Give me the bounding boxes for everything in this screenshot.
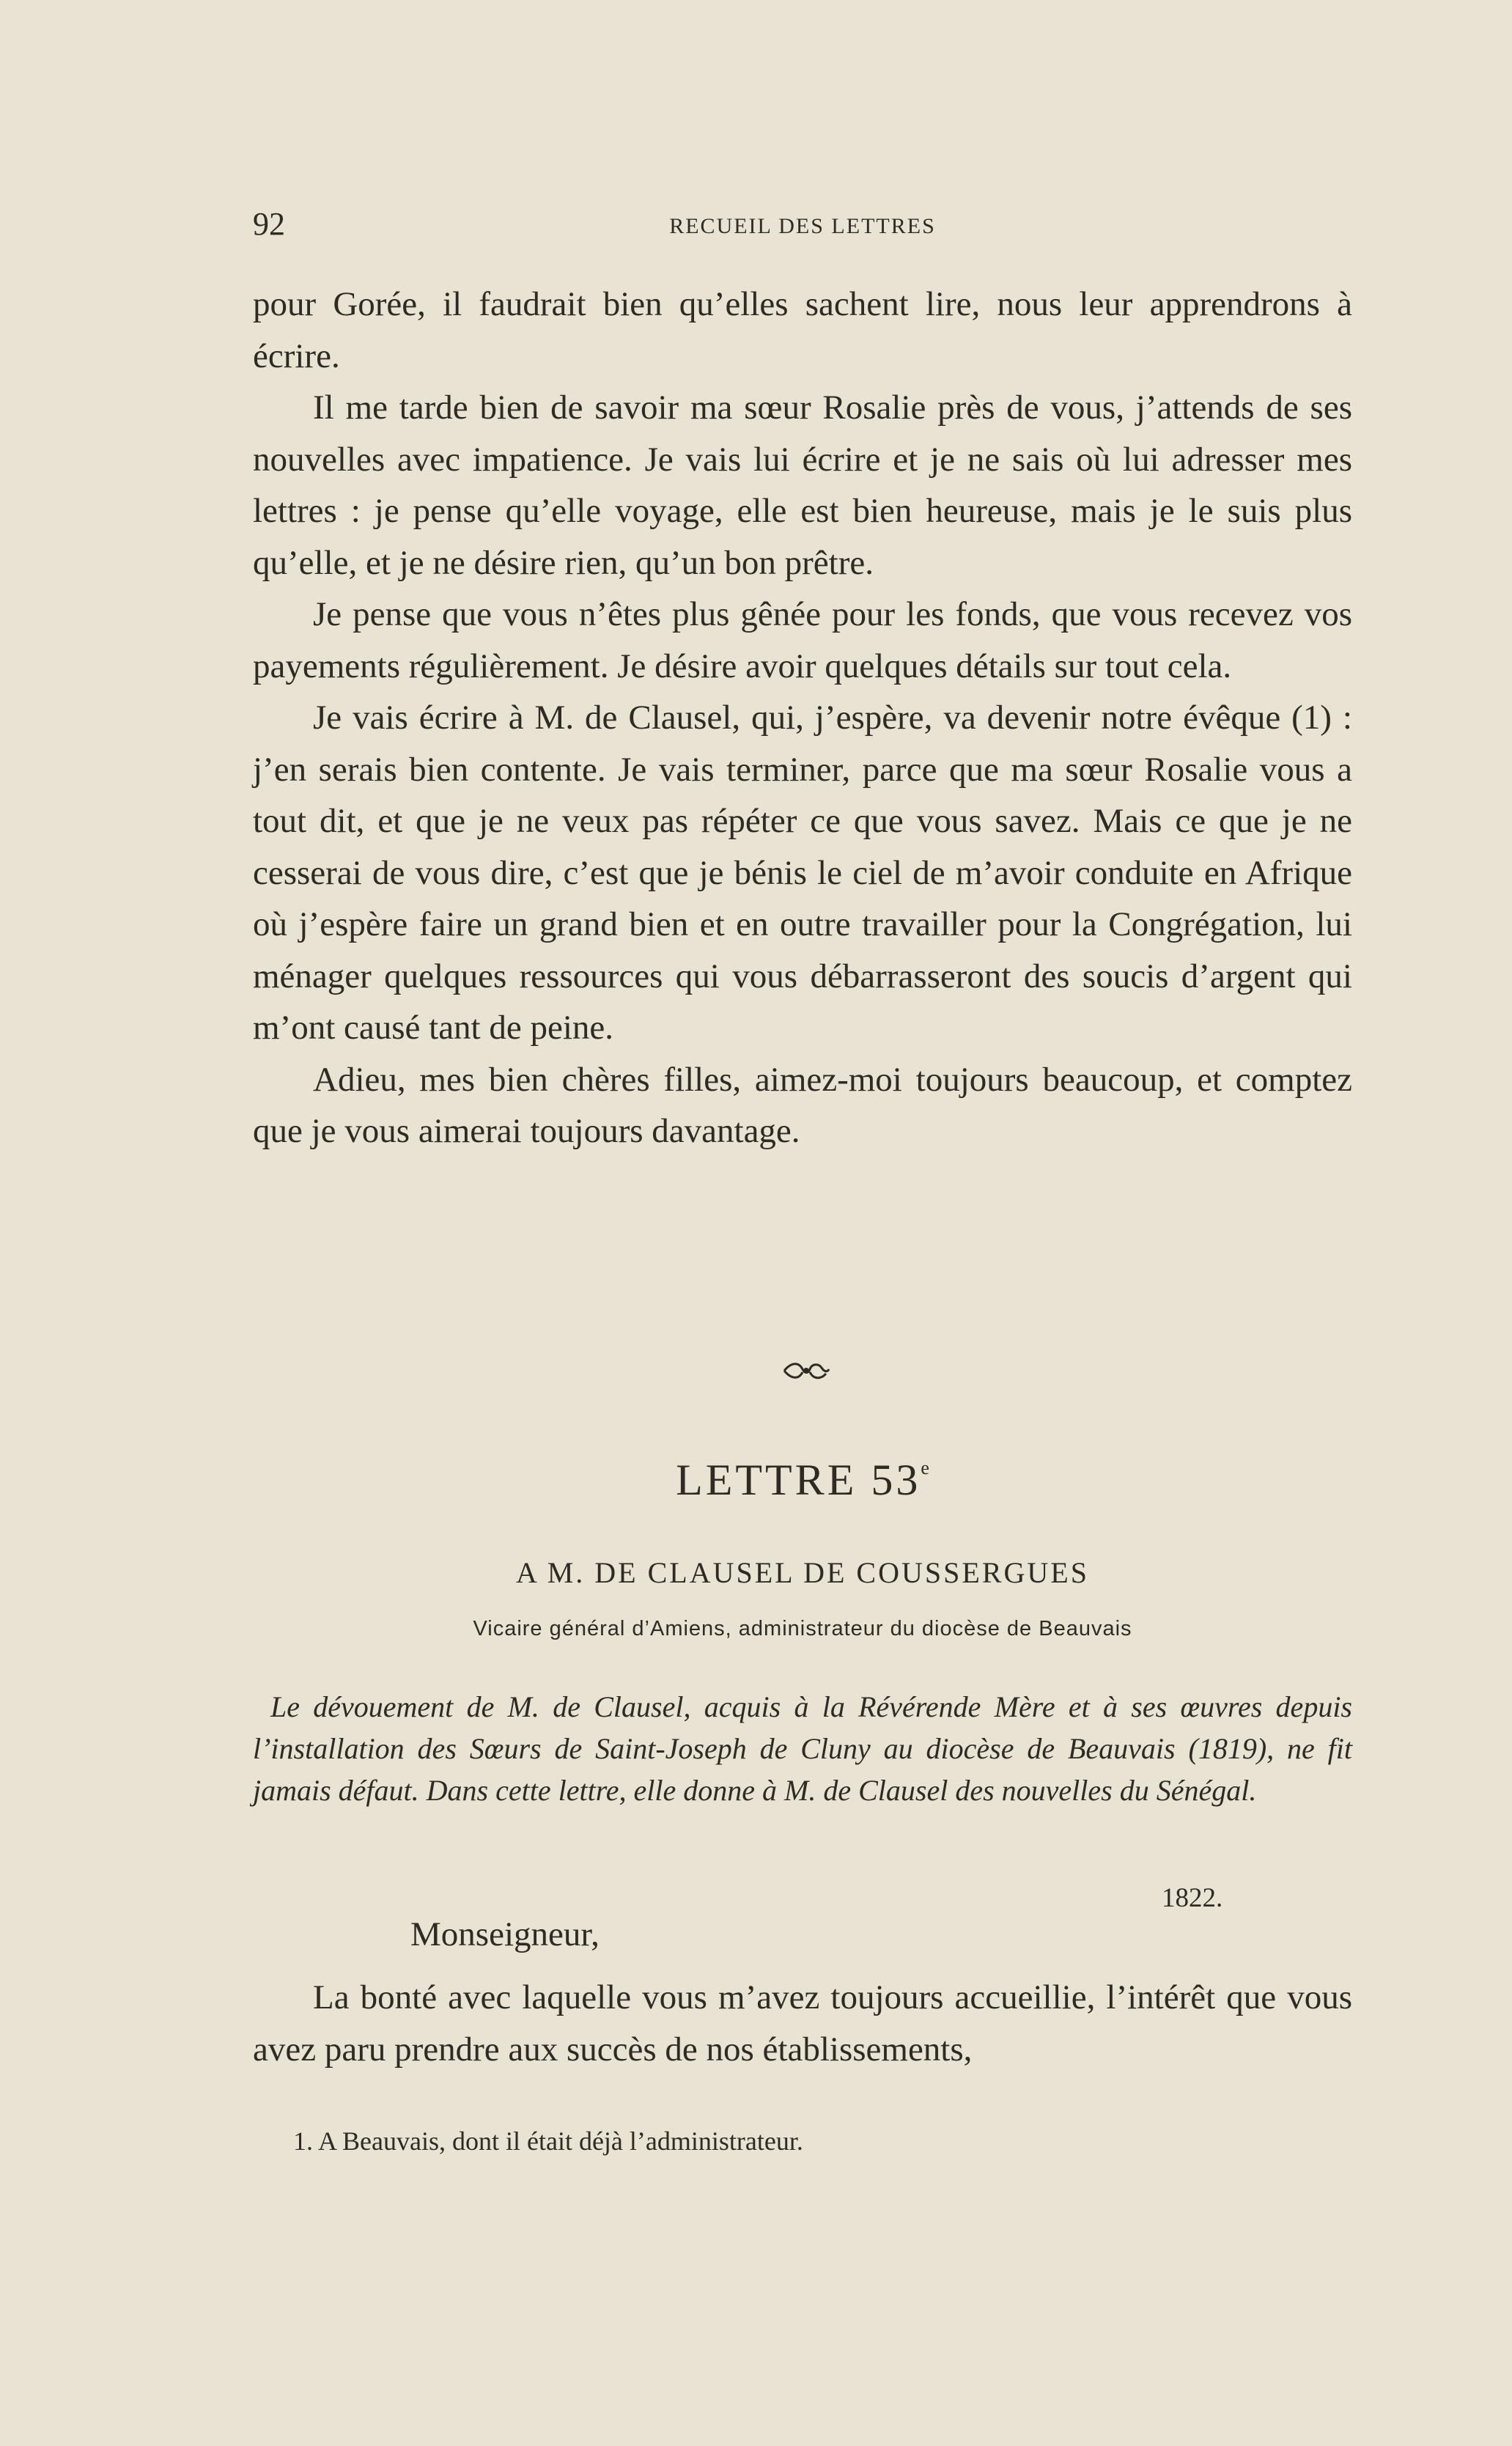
letter-opening: La bonté avec laquelle vous m’avez toujours accueillie, l’intérêt que vous avez paru prendre aux succès de nos établissements, <box>253 1978 1352 2069</box>
footnote: 1. A Beauvais, dont il était déjà l’administrateur. <box>293 2126 803 2156</box>
running-title: RECUEIL DES LETTRES <box>669 214 936 238</box>
paragraph: Je pense que vous n’êtes plus gênée pour les fonds, que vous recevez vos payements régulièrement. Je désire avoir quelques détails sur tout cela. <box>253 595 1352 685</box>
letter-summary: Le dévouement de M. de Clausel, acquis à la Révérende Mère et à ses œuvres depuis l’installation des Sœurs de Saint-Joseph de Cluny au diocèse de Beauvais (1819), ne fit jamais défaut. Dans cette lettre, elle donne à M. de Clausel des nouvelles du Sénégal. <box>253 1690 1352 1807</box>
letter-title <box>253 1455 1352 1506</box>
letter-title-text: LETTRE 53 <box>676 1456 921 1504</box>
letter-date: 1822. <box>1162 1883 1223 1913</box>
paragraph: Adieu, mes bien chères filles, aimez-moi toujours beaucoup, et comptez que je vous aimerai toujours davantage. <box>253 1060 1352 1150</box>
page-number: 92 <box>253 206 285 242</box>
paragraph: Je vais écrire à M. de Clausel, qui, j’espère, va devenir notre évêque (1) : j’en serais bien contente. Je vais terminer, parce que ma sœur Rosalie vous a tout dit, et que je ne veux pas répéter ce que vous savez. Mais ce que je ne cesserai de vous dire, c’est que je bénis le ciel de m’avoir conduite en Afrique où j’espère faire un grand bien et en outre travailler pour la Congrégation, lui ménager quelques ressources qui vous débarrasseront des soucis d’argent qui m’ont causé tant de peine. <box>253 699 1352 1047</box>
body-text <box>253 279 1352 1157</box>
running-head <box>253 205 1352 249</box>
letter-title-superscript: e <box>921 1457 929 1478</box>
letter-salutation: Monseigneur, <box>410 1915 600 1953</box>
letter-recipient: A M. DE CLAUSEL DE COUSSERGUES <box>516 1556 1089 1589</box>
fleuron-ornament-icon <box>781 1356 832 1385</box>
paragraph: Il me tarde bien de savoir ma sœur Rosalie près de vous, j’attends de ses nouvelles avec impatience. Je vais lui écrire et je ne sais où lui adresser mes lettres : je pense qu’elle voyage, elle est bien heureuse, mais je le suis plus qu’elle, et je ne désire rien, qu’un bon prêtre. <box>253 388 1352 582</box>
recipient-role: Vicaire général d’Amiens, administrateur du diocèse de Beauvais <box>473 1617 1132 1640</box>
paragraph: pour Gorée, il faudrait bien qu’elles sachent lire, nous leur apprendrons à écrire. <box>253 285 1352 375</box>
